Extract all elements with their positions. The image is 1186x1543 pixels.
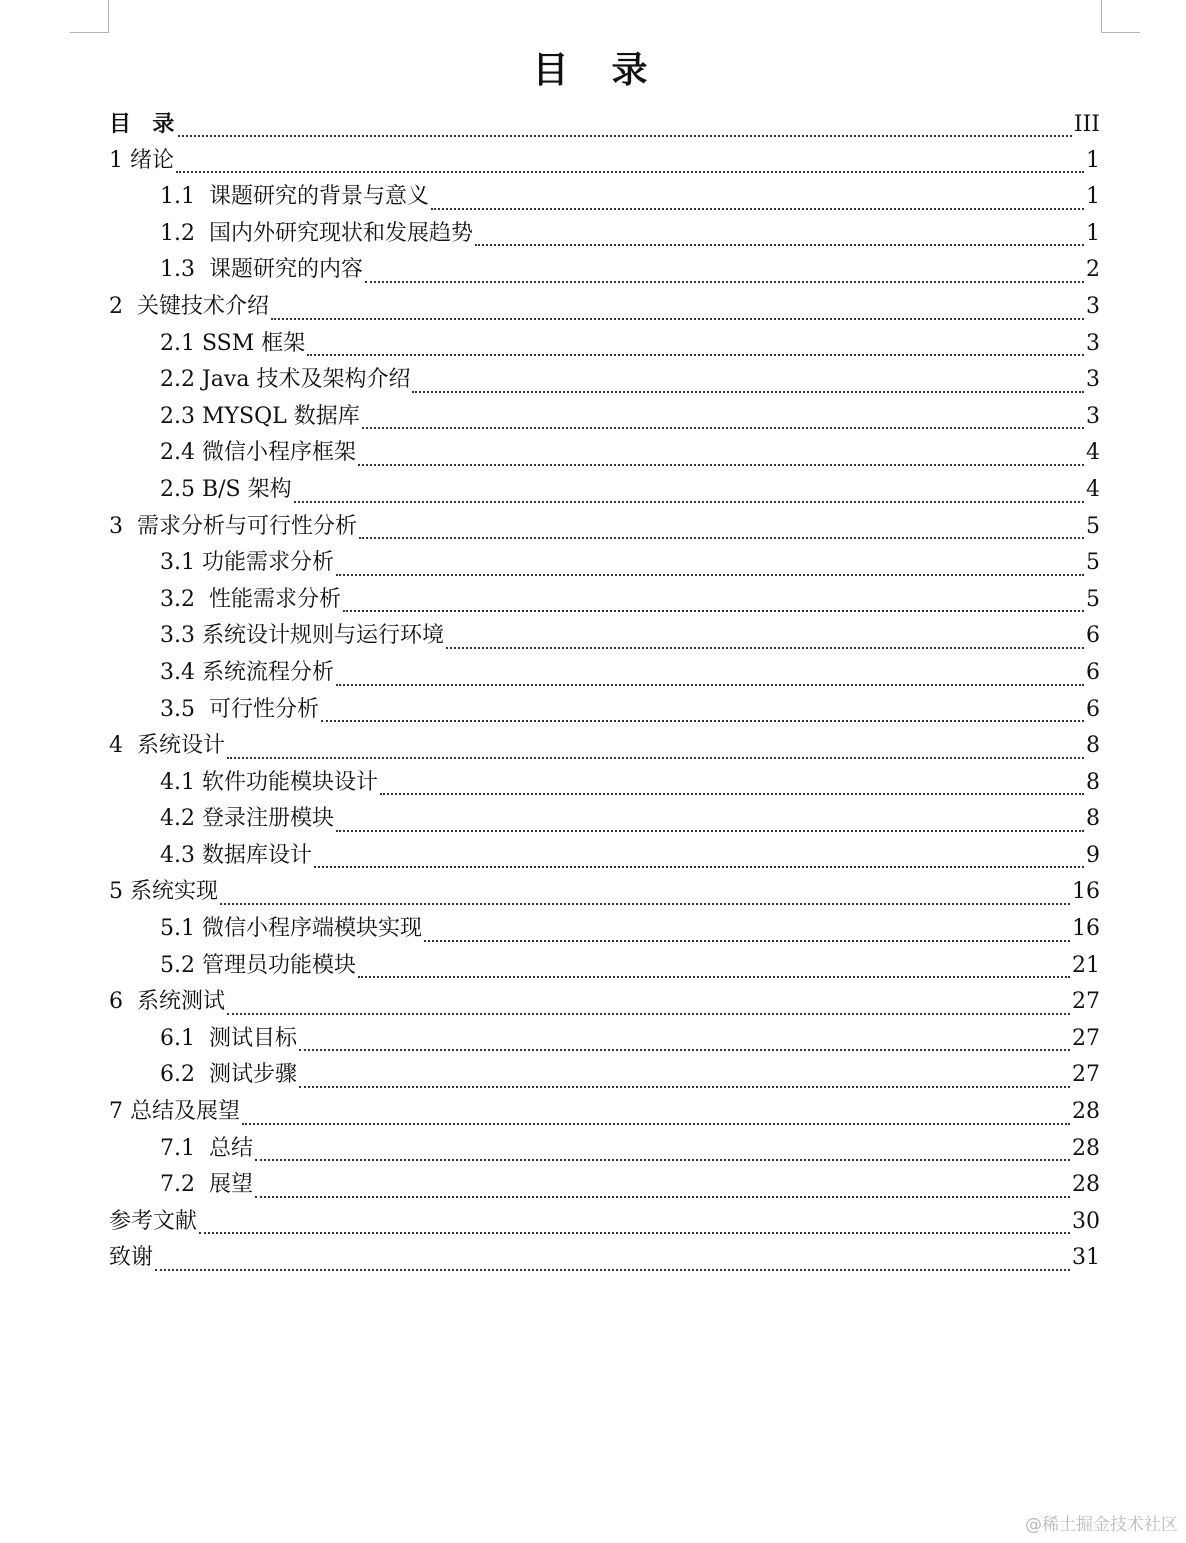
dot-leader <box>362 426 1084 429</box>
dot-leader <box>199 1231 1070 1234</box>
dot-leader <box>446 646 1084 649</box>
toc-entry-page-number: 1 <box>1086 220 1100 246</box>
toc-entry[interactable] <box>109 472 1100 509</box>
toc-entry[interactable] <box>109 509 1100 546</box>
toc-entry-page-number: 5 <box>1086 586 1100 612</box>
dot-leader <box>431 207 1084 210</box>
toc-entry[interactable] <box>109 1021 1100 1058</box>
dot-leader <box>176 170 1084 173</box>
dot-leader <box>227 1012 1070 1015</box>
toc-entry-page-number: 21 <box>1072 952 1100 978</box>
dot-leader <box>359 536 1084 539</box>
watermark: @稀土掘金技术社区 <box>1025 1515 1178 1535</box>
dot-leader <box>155 1268 1070 1271</box>
toc-entry-page-number: 30 <box>1072 1208 1100 1234</box>
toc-entry-label: 5.2 管理员功能模块 <box>160 952 356 978</box>
toc-entry-page-number: 3 <box>1086 293 1100 319</box>
toc-entry[interactable] <box>109 874 1100 911</box>
dot-leader <box>475 243 1084 246</box>
toc-entry-label: 2.4 微信小程序框架 <box>160 440 356 466</box>
toc-entry-page-number: 2 <box>1086 257 1100 283</box>
toc-entry-label: 7.2 展望 <box>160 1172 253 1198</box>
toc-entry-page-number: III <box>1073 112 1100 137</box>
toc-entry-page-number: 27 <box>1072 1025 1100 1051</box>
toc-entry[interactable] <box>109 1057 1100 1094</box>
toc-entry-label: 目 录 <box>109 111 177 137</box>
toc-entry-label: 5 系统实现 <box>109 879 218 905</box>
toc-entry-page-number: 5 <box>1086 550 1100 576</box>
crop-mark-top-right <box>1101 0 1140 33</box>
toc-entry-label: 4.3 数据库设计 <box>160 842 312 868</box>
toc-entry-label: 1.2 国内外研究现状和发展趋势 <box>160 220 473 246</box>
toc-entry-page-number: 6 <box>1086 623 1100 649</box>
dot-leader <box>271 317 1084 320</box>
toc-entry-page-number: 28 <box>1072 1099 1100 1125</box>
dot-leader <box>220 902 1070 905</box>
toc-entry[interactable] <box>109 179 1100 216</box>
toc-entry-label: 1.1 课题研究的背景与意义 <box>160 184 429 210</box>
toc-entry[interactable] <box>109 1094 1100 1131</box>
page-title: 目 录 <box>532 49 654 91</box>
toc-entry-page-number: 16 <box>1072 879 1100 905</box>
toc-entry-page-number: 4 <box>1086 476 1100 502</box>
dot-leader <box>336 683 1084 686</box>
dot-leader <box>336 829 1084 832</box>
toc-entry-page-number: 28 <box>1072 1172 1100 1198</box>
toc-entry[interactable] <box>109 582 1100 619</box>
toc-entry-label: 4.2 登录注册模块 <box>160 806 334 832</box>
dot-leader <box>299 1048 1070 1051</box>
toc-entry-label: 2 关键技术介绍 <box>109 293 269 319</box>
toc-entry-label: 4 系统设计 <box>109 733 225 759</box>
dot-leader <box>380 792 1084 795</box>
toc-entry-page-number: 8 <box>1086 733 1100 759</box>
toc-entry[interactable] <box>109 948 1100 985</box>
toc-entry[interactable] <box>109 1240 1100 1277</box>
toc-entry[interactable] <box>109 1204 1100 1241</box>
toc-entry-label: 参考文献 <box>109 1208 198 1234</box>
toc-entry[interactable] <box>109 399 1100 436</box>
toc-entry-label: 6.2 测试步骤 <box>160 1062 297 1088</box>
toc-entry-page-number: 8 <box>1086 806 1100 832</box>
toc-entry-label: 2.2 Java 技术及架构介绍 <box>160 367 411 393</box>
toc-entry-page-number: 1 <box>1086 184 1100 210</box>
dot-leader <box>358 975 1070 978</box>
toc-entry-label: 7.1 总结 <box>160 1135 253 1161</box>
toc-entry-label: 2.1 SSM 框架 <box>160 330 306 356</box>
toc-entry-label: 6 系统测试 <box>109 989 225 1015</box>
toc-entry-label: 1 绪论 <box>109 147 174 173</box>
toc-entry[interactable] <box>109 765 1100 802</box>
toc-entry[interactable] <box>109 289 1100 326</box>
toc-entry-page-number: 28 <box>1072 1135 1100 1161</box>
toc-entry-page-number: 4 <box>1086 440 1100 466</box>
toc-entry[interactable] <box>109 545 1100 582</box>
toc-entry-page-number: 16 <box>1072 916 1100 942</box>
dot-leader <box>314 865 1084 868</box>
toc-entry[interactable] <box>109 1131 1100 1168</box>
toc-entry[interactable] <box>109 216 1100 253</box>
dot-leader <box>299 1085 1070 1088</box>
toc-entry[interactable] <box>109 838 1100 875</box>
dot-leader <box>412 390 1084 393</box>
toc-entry-page-number: 3 <box>1086 403 1100 429</box>
toc-entry-label: 4.1 软件功能模块设计 <box>160 769 378 795</box>
dot-leader <box>365 280 1084 283</box>
toc-entry[interactable] <box>109 252 1100 289</box>
toc-entry[interactable] <box>109 984 1100 1021</box>
toc-entry-label: 3.5 可行性分析 <box>160 696 319 722</box>
toc-entry-label: 1.3 课题研究的内容 <box>160 257 363 283</box>
toc-entry-label: 6.1 测试目标 <box>160 1025 297 1051</box>
table-of-contents <box>109 106 1100 1277</box>
toc-entry-page-number: 5 <box>1086 513 1100 539</box>
toc-entry[interactable] <box>109 1167 1100 1204</box>
dot-leader <box>358 463 1084 466</box>
toc-entry[interactable] <box>109 435 1100 472</box>
toc-entry-label: 3.4 系统流程分析 <box>160 659 334 685</box>
toc-entry-page-number: 6 <box>1086 696 1100 722</box>
dot-leader <box>307 353 1084 356</box>
dot-leader <box>178 134 1072 137</box>
toc-entry-label: 2.3 MYSQL 数据库 <box>160 403 360 429</box>
toc-entry-page-number: 3 <box>1086 330 1100 356</box>
toc-entry-label: 3.3 系统设计规则与运行环境 <box>160 623 444 649</box>
toc-entry[interactable] <box>109 801 1100 838</box>
toc-entry-page-number: 1 <box>1086 147 1100 173</box>
dot-leader <box>227 756 1084 759</box>
toc-entry-page-number: 6 <box>1086 659 1100 685</box>
dot-leader <box>242 1122 1070 1125</box>
dot-leader <box>424 939 1070 942</box>
toc-entry-page-number: 31 <box>1072 1245 1100 1271</box>
toc-entry-page-number: 27 <box>1072 989 1100 1015</box>
toc-entry-label: 5.1 微信小程序端模块实现 <box>160 916 422 942</box>
toc-entry[interactable] <box>109 326 1100 363</box>
toc-entry-label: 2.5 B/S 架构 <box>160 476 292 502</box>
dot-leader <box>255 1158 1070 1161</box>
toc-entry[interactable] <box>109 655 1100 692</box>
toc-entry-page-number: 8 <box>1086 769 1100 795</box>
dot-leader <box>343 609 1084 612</box>
dot-leader <box>294 500 1084 503</box>
crop-mark-top-left <box>70 0 109 33</box>
toc-entry[interactable] <box>109 618 1100 655</box>
toc-entry[interactable] <box>109 362 1100 399</box>
toc-entry-label: 3 需求分析与可行性分析 <box>109 513 357 539</box>
toc-entry[interactable] <box>109 692 1100 729</box>
toc-entry-label: 7 总结及展望 <box>109 1099 240 1125</box>
toc-entry[interactable] <box>109 728 1100 765</box>
dot-leader <box>255 1195 1070 1198</box>
toc-entry-label: 3.2 性能需求分析 <box>160 586 341 612</box>
dot-leader <box>336 573 1084 576</box>
toc-entry[interactable] <box>109 143 1100 180</box>
toc-entry[interactable] <box>109 911 1100 948</box>
dot-leader <box>321 719 1084 722</box>
toc-entry-page-number: 9 <box>1086 842 1100 868</box>
toc-entry-label: 3.1 功能需求分析 <box>160 550 334 576</box>
toc-entry-page-number: 27 <box>1072 1062 1100 1088</box>
toc-entry-label: 致谢 <box>109 1245 154 1271</box>
toc-entry-page-number: 3 <box>1086 367 1100 393</box>
toc-entry[interactable] <box>109 106 1100 143</box>
